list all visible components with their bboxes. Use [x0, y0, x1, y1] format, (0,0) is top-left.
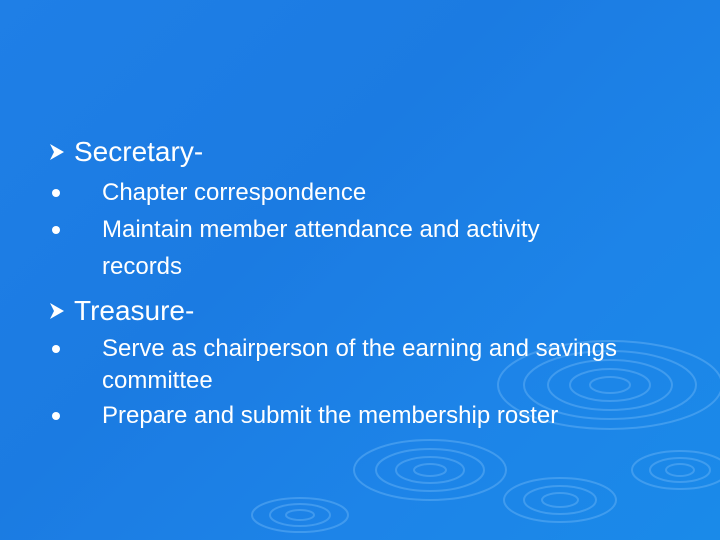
round-dot-icon — [52, 412, 60, 420]
duty-text: Serve as chairperson of the earning and savings committee — [102, 335, 617, 394]
duty-item — [48, 211, 622, 285]
arrow-head-icon — [48, 302, 66, 320]
duty-item — [48, 174, 688, 211]
duty-item — [48, 397, 688, 434]
duty-item — [48, 333, 622, 397]
duty-text: Maintain member attendance and activity records — [102, 216, 540, 280]
section-heading: Treasure- — [74, 295, 195, 326]
bullet-secretary — [48, 134, 688, 170]
duty-text: Chapter correspondence — [102, 179, 367, 206]
arrow-head-icon — [48, 143, 66, 161]
round-dot-icon — [52, 226, 60, 234]
section-heading: Secretary- — [74, 136, 204, 167]
secretary-duties-list — [48, 174, 688, 285]
round-dot-icon — [52, 189, 60, 197]
duty-text: Prepare and submit the membership roster — [102, 402, 559, 429]
bullet-treasurer — [48, 293, 688, 329]
bullet-list — [48, 134, 688, 436]
round-dot-icon — [52, 345, 60, 353]
treasurer-duties-list — [48, 333, 688, 434]
